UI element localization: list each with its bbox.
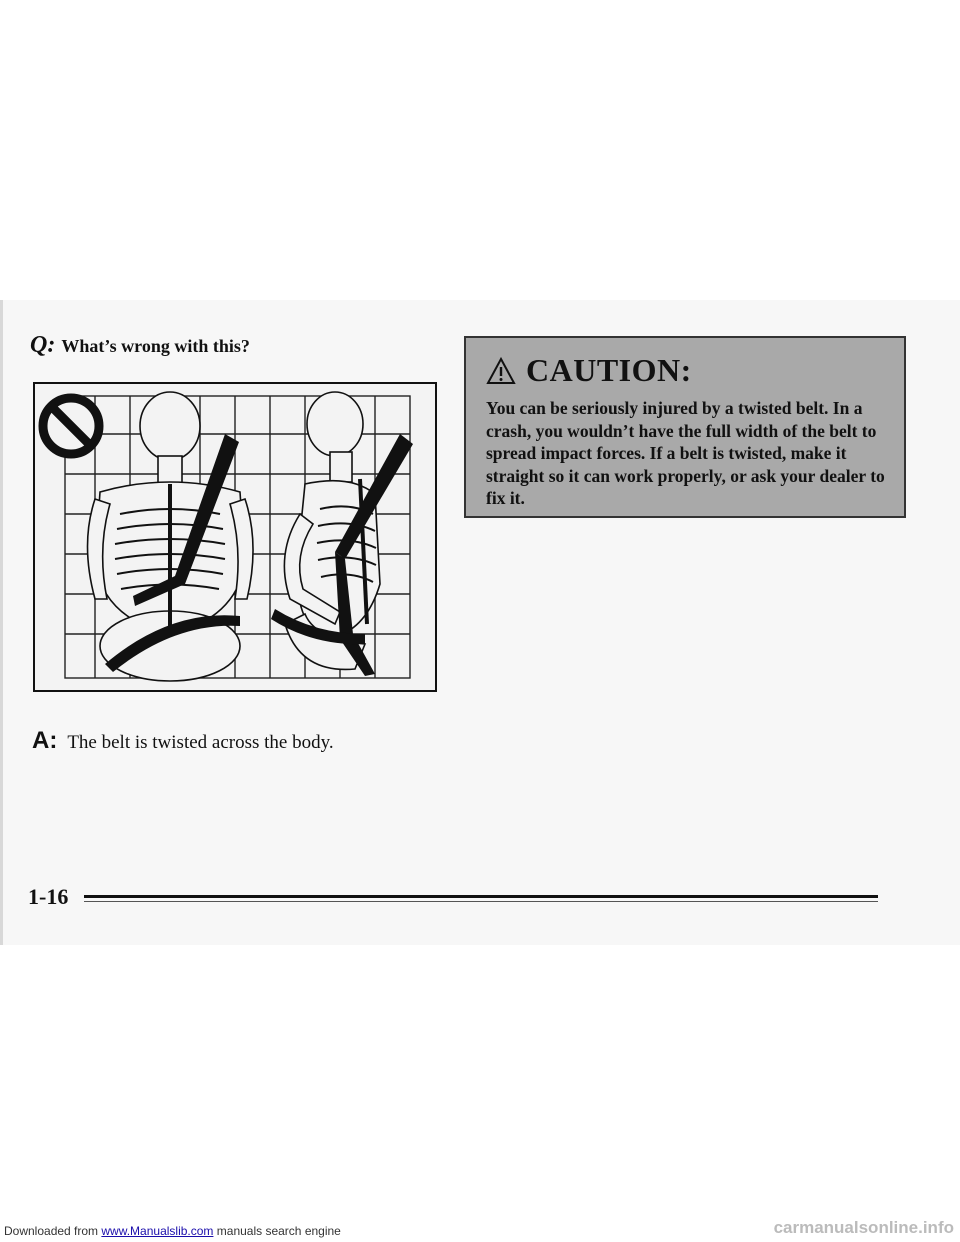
answer-line (32, 727, 334, 755)
page-number: 1-16 (28, 884, 69, 909)
prohibition-icon (43, 398, 99, 454)
footer-rule (84, 895, 878, 898)
download-prefix: Downloaded from (4, 1224, 102, 1238)
download-bar (4, 1224, 341, 1238)
footer-rule-thin (84, 901, 878, 902)
manualslib-link[interactable]: www.Manualslib.com (101, 1224, 214, 1238)
caution-body: You can be seriously injured by a twisted belt. In a crash, you wouldn’t have the full width of the belt to spread impact forces. If a belt is twisted, make it straight so it can work properly, or ask your dealer to fix it. (486, 398, 885, 508)
seatbelt-illustration (33, 382, 437, 692)
page-edge (0, 300, 3, 945)
answer-mark: A: (32, 727, 58, 754)
question-mark: Q: (30, 332, 56, 358)
skeleton-drawing (35, 384, 435, 690)
question-line (30, 332, 250, 359)
caution-box (464, 336, 906, 518)
question-text: What’s wrong with this? (61, 336, 250, 356)
answer-text: The belt is twisted across the body. (67, 732, 334, 753)
download-suffix: manuals search engine (213, 1224, 341, 1238)
warning-triangle-icon (486, 357, 516, 385)
caution-title: CAUTION: (526, 352, 692, 388)
caution-heading (486, 352, 886, 389)
watermark: carmanualsonline.info (773, 1218, 954, 1237)
